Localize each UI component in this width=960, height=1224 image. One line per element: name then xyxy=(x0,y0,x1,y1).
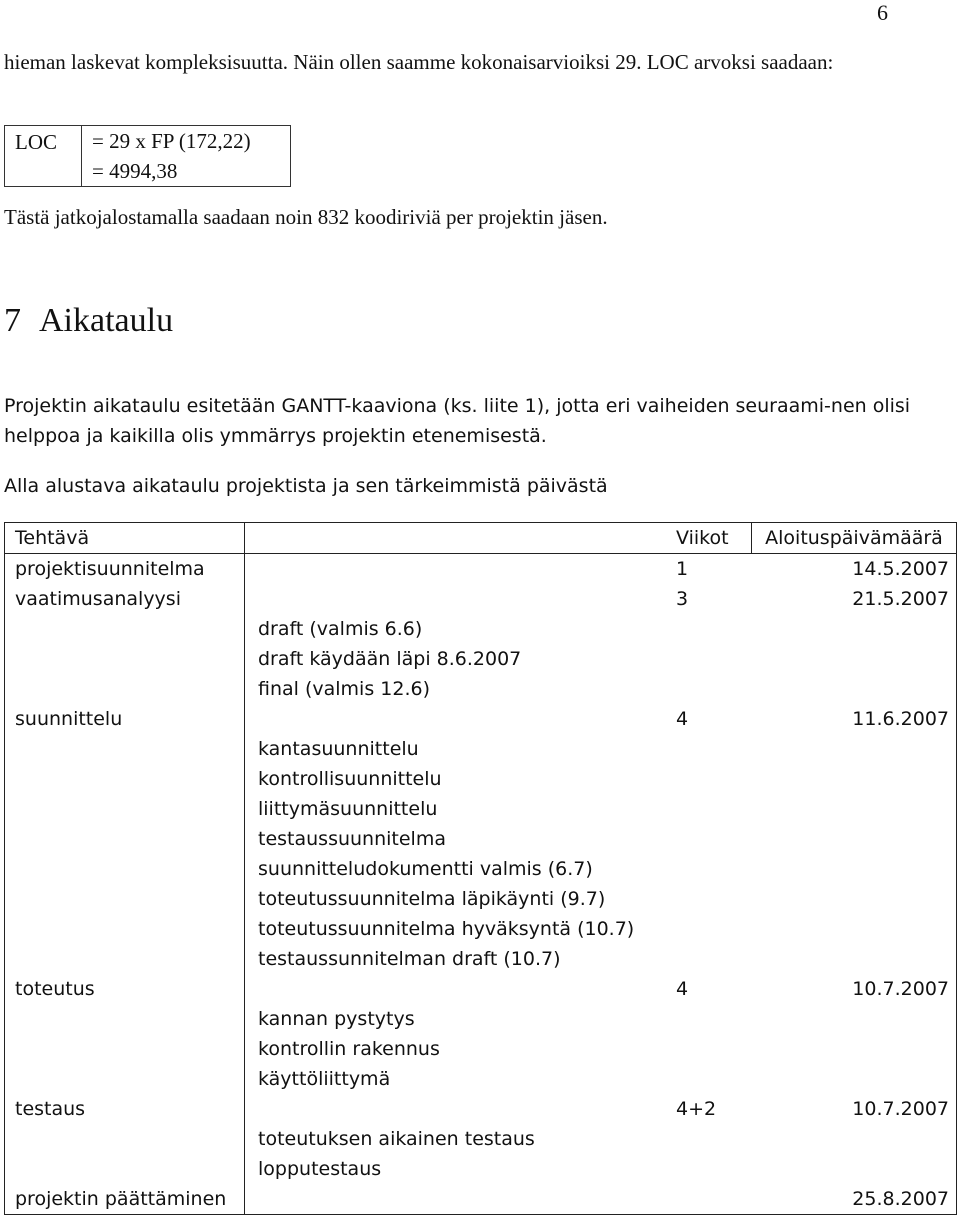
loc-formula-line-2: = 4994,38 xyxy=(92,159,178,183)
detail-weeks-spacer xyxy=(669,944,752,974)
task-detail-spacer xyxy=(245,1184,670,1215)
task-start-date: 10.7.2007 xyxy=(852,978,949,1000)
task-start-date: 21.5.2007 xyxy=(852,588,949,610)
task-weeks: 1 xyxy=(676,558,689,580)
detail-row xyxy=(5,1004,957,1034)
section-heading xyxy=(4,301,173,341)
task-name: vaatimusanalyysi xyxy=(5,584,245,614)
table-row xyxy=(5,1094,957,1124)
task-milestone: käyttöliittymä xyxy=(258,1068,391,1090)
detail-task-spacer xyxy=(5,644,245,674)
detail-row xyxy=(5,614,957,644)
detail-date-spacer xyxy=(752,734,957,764)
derived-paragraph: Tästä jatkojalostamalla saadaan noin 832 koodiriviä per projektin jäsen. xyxy=(4,205,608,229)
task-name: projektisuunnitelma xyxy=(5,554,245,585)
task-milestone: toteutuksen aikainen testaus xyxy=(258,1128,535,1150)
page-number: 6 xyxy=(877,0,888,25)
table-row xyxy=(5,704,957,734)
detail-row xyxy=(5,644,957,674)
detail-date-spacer xyxy=(752,764,957,794)
detail-weeks-spacer xyxy=(669,884,752,914)
detail-date-spacer xyxy=(752,1124,957,1154)
task-milestone: final (valmis 12.6) xyxy=(258,678,430,700)
task-milestone: liittymäsuunnittelu xyxy=(258,798,438,820)
table-row xyxy=(5,584,957,614)
detail-row xyxy=(5,1034,957,1064)
schedule-table-body xyxy=(5,523,957,1215)
detail-row xyxy=(5,914,957,944)
schedule-description: Projektin aikataulu esitetään GANTT-kaaviona (ks. liite 1), jotta eri vaiheiden seuraami-nen olisi helppoa ja kaikilla olis ymmärrys projektin etenemisestä. xyxy=(4,395,911,447)
detail-task-spacer xyxy=(5,734,245,764)
detail-task-spacer xyxy=(5,1004,245,1034)
detail-task-spacer xyxy=(5,794,245,824)
detail-weeks-spacer xyxy=(669,854,752,884)
task-start-date: 14.5.2007 xyxy=(852,558,949,580)
task-milestone: toteutussuunnitelma läpikäynti (9.7) xyxy=(258,888,606,910)
detail-weeks-spacer xyxy=(669,644,752,674)
detail-task-spacer xyxy=(5,614,245,644)
detail-row xyxy=(5,1154,957,1184)
task-detail-spacer xyxy=(245,704,670,734)
detail-date-spacer xyxy=(752,944,957,974)
detail-row xyxy=(5,674,957,704)
task-start-date: 25.8.2007 xyxy=(852,1188,949,1210)
detail-row xyxy=(5,854,957,884)
detail-date-spacer xyxy=(752,884,957,914)
task-milestone: kantasuunnittelu xyxy=(258,738,419,760)
detail-task-spacer xyxy=(5,1064,245,1094)
task-milestone: toteutussuunnitelma hyväksyntä (10.7) xyxy=(258,918,635,940)
detail-task-spacer xyxy=(5,914,245,944)
detail-weeks-spacer xyxy=(669,614,752,644)
detail-task-spacer xyxy=(5,1034,245,1064)
detail-date-spacer xyxy=(752,1034,957,1064)
section-title: Aikataulu xyxy=(39,302,174,339)
detail-weeks-spacer xyxy=(669,914,752,944)
task-milestone: testaussunnitelman draft (10.7) xyxy=(258,948,561,970)
detail-date-spacer xyxy=(752,1004,957,1034)
task-weeks: 4 xyxy=(676,708,689,730)
detail-date-spacer xyxy=(752,914,957,944)
detail-date-spacer xyxy=(752,1064,957,1094)
task-milestone: kontrollisuunnittelu xyxy=(258,768,442,790)
task-detail-spacer xyxy=(245,1094,670,1124)
detail-date-spacer xyxy=(752,824,957,854)
task-start-date: 10.7.2007 xyxy=(852,1098,949,1120)
detail-weeks-spacer xyxy=(669,1034,752,1064)
detail-task-spacer xyxy=(5,824,245,854)
detail-task-spacer xyxy=(5,674,245,704)
task-detail-spacer xyxy=(245,584,670,614)
detail-date-spacer xyxy=(752,854,957,884)
detail-weeks-spacer xyxy=(669,794,752,824)
detail-weeks-spacer xyxy=(669,674,752,704)
task-milestone: testaussuunnitelma xyxy=(258,828,446,850)
schedule-table xyxy=(4,522,957,1215)
detail-row xyxy=(5,1124,957,1154)
task-detail-spacer xyxy=(245,974,670,1004)
table-header-row xyxy=(5,523,957,554)
header-start-date: Aloituspäivämäärä xyxy=(752,523,957,554)
detail-weeks-spacer xyxy=(669,1124,752,1154)
table-row xyxy=(5,554,957,585)
section-number: 7 xyxy=(4,302,21,339)
task-milestone: kontrollin rakennus xyxy=(258,1038,440,1060)
task-milestone: lopputestaus xyxy=(258,1158,382,1180)
loc-formula-box xyxy=(4,125,291,187)
detail-weeks-spacer xyxy=(669,1004,752,1034)
task-detail-spacer xyxy=(245,554,670,585)
loc-formula xyxy=(82,126,291,187)
task-name: testaus xyxy=(5,1094,245,1124)
detail-date-spacer xyxy=(752,1154,957,1184)
task-milestone: suunnitteludokumentti valmis (6.7) xyxy=(258,858,593,880)
detail-task-spacer xyxy=(5,1154,245,1184)
detail-task-spacer xyxy=(5,1124,245,1154)
detail-task-spacer xyxy=(5,884,245,914)
detail-weeks-spacer xyxy=(669,764,752,794)
intro-paragraph: hieman laskevat kompleksisuutta. Näin ollen saamme kokonaisarvioiksi 29. LOC arvoksi saadaan: xyxy=(4,50,834,74)
task-milestone: draft (valmis 6.6) xyxy=(258,618,423,640)
header-detail xyxy=(245,523,670,554)
detail-row xyxy=(5,944,957,974)
task-name: toteutus xyxy=(5,974,245,1004)
task-weeks: 4+2 xyxy=(676,1098,717,1120)
detail-row xyxy=(5,764,957,794)
detail-row xyxy=(5,734,957,764)
header-weeks: Viikot xyxy=(669,523,752,554)
detail-row xyxy=(5,794,957,824)
task-name: projektin päättäminen xyxy=(5,1184,245,1215)
detail-task-spacer xyxy=(5,854,245,884)
loc-formula-line-1: = 29 x FP (172,22) xyxy=(92,129,251,153)
task-weeks xyxy=(669,1184,752,1215)
detail-weeks-spacer xyxy=(669,1154,752,1184)
task-weeks: 4 xyxy=(676,978,689,1000)
table-row xyxy=(5,974,957,1004)
task-start-date: 11.6.2007 xyxy=(852,708,949,730)
header-task: Tehtävä xyxy=(5,523,245,554)
task-weeks: 3 xyxy=(676,588,689,610)
detail-date-spacer xyxy=(752,614,957,644)
task-milestone: draft käydään läpi 8.6.2007 xyxy=(258,648,522,670)
detail-date-spacer xyxy=(752,644,957,674)
task-milestone: kannan pystytys xyxy=(258,1008,415,1030)
detail-date-spacer xyxy=(752,674,957,704)
detail-task-spacer xyxy=(5,764,245,794)
detail-row xyxy=(5,824,957,854)
detail-date-spacer xyxy=(752,794,957,824)
detail-row xyxy=(5,1064,957,1094)
table-intro: Alla alustava aikataulu projektista ja sen tärkeimmistä päivästä xyxy=(4,475,608,497)
detail-weeks-spacer xyxy=(669,1064,752,1094)
detail-weeks-spacer xyxy=(669,734,752,764)
loc-label: LOC xyxy=(5,126,82,187)
detail-task-spacer xyxy=(5,944,245,974)
table-row xyxy=(5,1184,957,1215)
detail-row xyxy=(5,884,957,914)
task-name: suunnittelu xyxy=(5,704,245,734)
detail-weeks-spacer xyxy=(669,824,752,854)
